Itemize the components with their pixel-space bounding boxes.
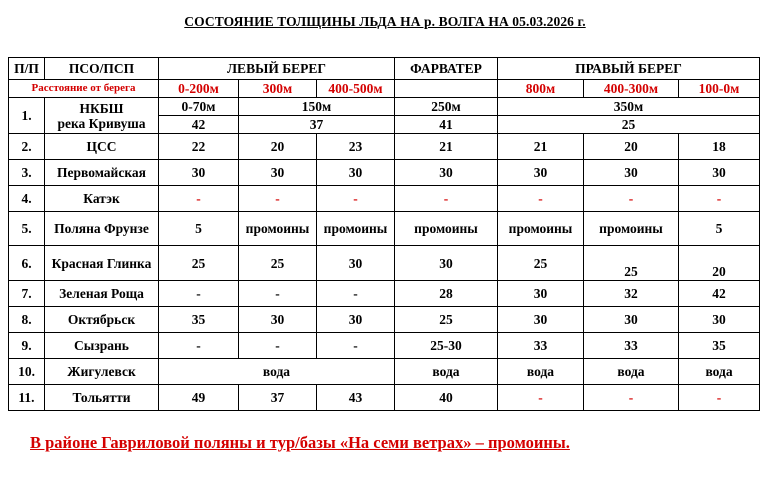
cell: - (679, 385, 760, 411)
cell: 20 (679, 246, 760, 281)
cell: 30 (498, 307, 584, 333)
cell: 42 (679, 281, 760, 307)
cell: 37 (239, 385, 317, 411)
cell: промоины (584, 212, 679, 246)
cell: 43 (317, 385, 395, 411)
cell: 25 (584, 246, 679, 281)
distance-row (9, 80, 760, 98)
cell: 30 (317, 307, 395, 333)
cell: 5 (159, 212, 239, 246)
distance-col-1: 0-200м (159, 80, 239, 98)
warning-note: В районе Гавриловой поляны и тур/базы «На семи ветрах» – промоины. (30, 433, 570, 452)
cell: 5 (679, 212, 760, 246)
cell: 18 (679, 134, 760, 160)
row1-sub-c: 250м (395, 98, 498, 116)
cell: - (159, 186, 239, 212)
cell: 33 (498, 333, 584, 359)
table-row (9, 359, 760, 385)
cell: - (679, 186, 760, 212)
cell: 30 (679, 160, 760, 186)
cell: 30 (584, 307, 679, 333)
row1-sub-d: 350м (498, 98, 760, 116)
row-num: 8. (9, 307, 45, 333)
table-row (9, 385, 760, 411)
distance-col-7: 100-0м (679, 80, 760, 98)
cell: - (395, 186, 498, 212)
cell: - (317, 333, 395, 359)
cell: промоины (239, 212, 317, 246)
cell: вода (159, 359, 395, 385)
table-row (9, 281, 760, 307)
cell: 30 (679, 307, 760, 333)
cell: 21 (395, 134, 498, 160)
row-name-line2: река Кривуша (57, 115, 146, 131)
row-name: Октябрьск (45, 307, 159, 333)
cell: 25 (498, 246, 584, 281)
cell: 30 (317, 246, 395, 281)
cell: 25 (239, 246, 317, 281)
row-num: 7. (9, 281, 45, 307)
row-name: Жигулевск (45, 359, 159, 385)
cell: 30 (395, 160, 498, 186)
table-row (9, 134, 760, 160)
row-num: 1. (9, 98, 45, 134)
cell: - (159, 333, 239, 359)
cell: 25 (159, 246, 239, 281)
row1-val-c: 41 (395, 116, 498, 134)
cell: 25 (395, 307, 498, 333)
row1-sub-b: 150м (239, 98, 395, 116)
table-row (9, 246, 760, 281)
table-row (9, 186, 760, 212)
cell: вода (679, 359, 760, 385)
row-name: ЦСС (45, 134, 159, 160)
cell: 30 (584, 160, 679, 186)
cell: вода (584, 359, 679, 385)
cell: - (239, 186, 317, 212)
cell: 23 (317, 134, 395, 160)
row-num: 3. (9, 160, 45, 186)
cell: 30 (239, 160, 317, 186)
table-row (9, 333, 760, 359)
header-row (9, 58, 760, 80)
cell: - (159, 281, 239, 307)
cell: 30 (395, 246, 498, 281)
ice-thickness-table (8, 57, 760, 411)
cell: - (317, 281, 395, 307)
row-num: 11. (9, 385, 45, 411)
table-row (9, 307, 760, 333)
cell: - (584, 186, 679, 212)
cell: 35 (159, 307, 239, 333)
distance-col-2: 300м (239, 80, 317, 98)
row-num: 6. (9, 246, 45, 281)
cell: - (239, 281, 317, 307)
cell: 28 (395, 281, 498, 307)
header-fairway: ФАРВАТЕР (395, 58, 498, 80)
cell: - (317, 186, 395, 212)
table-row (9, 212, 760, 246)
row-num: 2. (9, 134, 45, 160)
cell: промоины (317, 212, 395, 246)
row-name: Красная Глинка (45, 246, 159, 281)
row-name: Тольятти (45, 385, 159, 411)
cell: 30 (239, 307, 317, 333)
distance-col-4 (395, 80, 498, 98)
row-num: 9. (9, 333, 45, 359)
row1-sub-a: 0-70м (159, 98, 239, 116)
table-row (9, 98, 760, 116)
cell: 35 (679, 333, 760, 359)
cell: - (584, 385, 679, 411)
cell: промоины (498, 212, 584, 246)
cell: промоины (395, 212, 498, 246)
row-num: 10. (9, 359, 45, 385)
header-pso: ПСО/ПСП (45, 58, 159, 80)
cell: 33 (584, 333, 679, 359)
cell: 25-30 (395, 333, 498, 359)
header-right-bank: ПРАВЫЙ БЕРЕГ (498, 58, 760, 80)
row-name (45, 98, 159, 134)
cell: 40 (395, 385, 498, 411)
row-name: Поляна Фрунзе (45, 212, 159, 246)
page-title: СОСТОЯНИЕ ТОЛЩИНЫ ЛЬДА НА р. ВОЛГА НА 05.03.2026 г. (184, 14, 586, 29)
cell: 30 (498, 281, 584, 307)
header-num: П/П (9, 58, 45, 80)
row1-val-a: 42 (159, 116, 239, 134)
row1-val-d: 25 (498, 116, 760, 134)
cell: вода (395, 359, 498, 385)
row-num: 5. (9, 212, 45, 246)
cell: - (239, 333, 317, 359)
row-num: 4. (9, 186, 45, 212)
row-name: Катэк (45, 186, 159, 212)
cell: - (498, 385, 584, 411)
cell: 49 (159, 385, 239, 411)
cell: 20 (584, 134, 679, 160)
cell: 30 (498, 160, 584, 186)
cell: 22 (159, 134, 239, 160)
cell: 20 (239, 134, 317, 160)
cell: 21 (498, 134, 584, 160)
row-name: Сызрань (45, 333, 159, 359)
distance-col-5: 800м (498, 80, 584, 98)
distance-col-6: 400-300м (584, 80, 679, 98)
cell: 30 (159, 160, 239, 186)
row-name: Первомайская (45, 160, 159, 186)
distance-label: Расстояние от берега (9, 80, 159, 98)
distance-col-3: 400-500м (317, 80, 395, 98)
row-name-line1: НКБШ (79, 100, 124, 116)
cell: - (498, 186, 584, 212)
header-left-bank: ЛЕВЫЙ БЕРЕГ (159, 58, 395, 80)
row1-val-b: 37 (239, 116, 395, 134)
table-row (9, 160, 760, 186)
cell: вода (498, 359, 584, 385)
cell: 30 (317, 160, 395, 186)
cell: 32 (584, 281, 679, 307)
row-name: Зеленая Роща (45, 281, 159, 307)
